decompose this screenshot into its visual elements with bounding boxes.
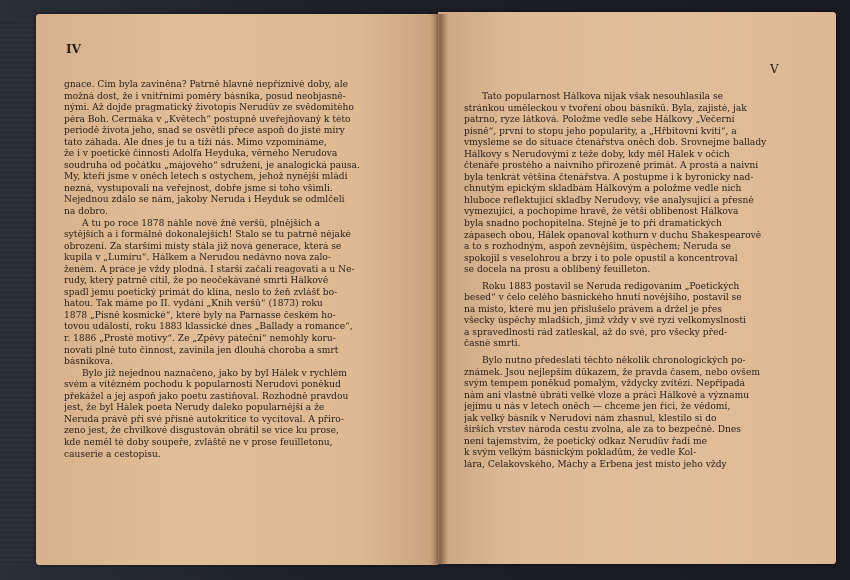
text-line: a to s rozhodným, aspoň zevnějším, úspěchem; Neruda se bbox=[464, 242, 731, 253]
text-line: k svým velkým básnickým pokladům, že vedle Kol- bbox=[464, 448, 697, 459]
text-line: nými. Až dojde pragmatický životopis Nerudův ze svědomitého bbox=[64, 103, 354, 114]
text-line: sytějších a i formálně dokonalejších! Stalo se tu patrně nějaké bbox=[64, 230, 351, 241]
text-line: svým tempem poněkud pomalým, vždycky zvítězí. Nepřipadá bbox=[464, 379, 746, 390]
right-page-text bbox=[464, 92, 819, 472]
text-line: na dobro. bbox=[64, 207, 108, 218]
text-line: se docela na prosu a oblíbený feuilleton. bbox=[464, 265, 651, 276]
text-line: čtenáře prostého a naivního přirozeně primát. A prostá a naivní bbox=[464, 161, 759, 172]
text-line: Hálkovy s Nerudovými z téže doby, kdy měl Hálek v očích bbox=[464, 149, 730, 160]
text-line: kde neměl té doby soupeře, zvláště ne v prose feuilletonu, bbox=[64, 437, 333, 448]
text-line: péra Boh. Čermáka v „Květech“ postupně uveřejňovaný k této bbox=[64, 114, 351, 125]
text-line: svém a vítězném pochodu k popularnosti Nerudovi poněkud bbox=[64, 380, 341, 391]
text-line: periodě života jeho, snad se osvětlí přece aspoň do jisté míry bbox=[64, 126, 345, 137]
text-line: novati plně tuto činnost, zavinila jen dlouhá choroba a smrt bbox=[64, 345, 339, 356]
book-spine-edge bbox=[0, 20, 36, 565]
text-line: Roku 1883 postavil se Neruda redigováním „Poetických bbox=[482, 281, 740, 292]
text-line: stránkou uměleckou v tvoření obou básníků. Byla, zajisté, jak bbox=[464, 103, 747, 114]
text-line: není tajemstvím, že poetický odkaz Nerudův řadí me bbox=[464, 436, 708, 447]
text-line: rudy, který patrně cítil, že po neočekávané smrti Hálkově bbox=[64, 276, 329, 287]
text-line: My, kteří jsme v oněch letech s ostychem, jehož nynější mládí bbox=[64, 172, 348, 183]
text-line: známek. Jsou nejlepším důkazem, že pravda časem, nebo ovšem bbox=[464, 367, 760, 378]
text-line: časné smrti. bbox=[464, 339, 521, 350]
text-line: hatou. Tak máme po II. vydání „Knih veršů“ (1873) roku bbox=[64, 299, 323, 310]
text-line: Neruda právě při své přísné autokritice to vycítoval. A přiro- bbox=[64, 414, 344, 425]
text-line: básníkova. bbox=[64, 357, 114, 368]
text-line: tovou událostí, roku 1883 klassické dnes „Ballady a romance“, bbox=[64, 322, 353, 333]
text-line: jest, že byl Hálek poeta Nerudy daleko popularnější a že bbox=[64, 403, 325, 414]
text-line: že i v poetické činnosti Adolfa Heyduka, věrného Nerudova bbox=[64, 149, 338, 160]
text-line: zeno jest, že chvilkové disgustován obrátil se více ku prose, bbox=[64, 426, 339, 437]
text-line: chnutým epickým skladbám Hálkovým a položme vedle nich bbox=[464, 184, 742, 195]
book-gutter bbox=[430, 14, 448, 565]
text-line: písně“, první to stopu jeho popularity, a „Hřbitovní kvítí“, a bbox=[464, 126, 737, 137]
text-line: spokojil s veselohrou a brzy i to pole opustil a koncentroval bbox=[464, 253, 738, 264]
text-line: Tato popularnost Hálkova nijak však nesouhlasila se bbox=[482, 92, 723, 102]
left-page-text bbox=[64, 80, 422, 461]
text-line: r. 1886 „Prosté motivy“. Že „Zpěvy páteční“ nemohly koru- bbox=[64, 334, 336, 345]
text-line: kupila v „Lumíru“. Hálkem a Nerudou nedávno nova zalo- bbox=[64, 253, 331, 264]
text-line: gnace. Čím byla zaviněna? Patrně hlavně nepříznivé doby, ale bbox=[64, 80, 348, 90]
text-line: jejímu u nás v letech oněch — chceme jen říci, že vědomí, bbox=[464, 402, 731, 413]
right-page-number: V bbox=[770, 62, 779, 76]
text-line: ženém. A práce je vždy plodná. I starší začali reagovati a u Ne- bbox=[64, 264, 355, 275]
text-line: Nejednou zdálo se nám, jakoby Neruda i Heyduk se odmlčeli bbox=[64, 195, 345, 206]
text-line: Bylo již nejednou naznačeno, jako by byl Hálek v rychlém bbox=[82, 368, 347, 379]
text-line: causerie a cestopisu. bbox=[64, 449, 161, 460]
text-line: vmysleme se do situace čtenářstva oněch dob. Srovnejme ballady bbox=[464, 138, 767, 149]
text-line: hluboce reflektující skladby Nerudovy, vše analysující a přesně bbox=[464, 195, 754, 206]
text-line: byla snadno pochopitelna. Stejně je to při dramatických bbox=[464, 219, 722, 230]
text-line: Bylo nutno předeslati těchto několik chronologických po- bbox=[482, 356, 746, 367]
text-line: možná dost, že i vnitřními poměry básníka, posud neobjasně- bbox=[64, 91, 346, 102]
text-line: spadl jemu poetický primát do klína, neslo to žeň zvlášť bo- bbox=[64, 287, 338, 298]
text-line: na místo, které mu jen příslušelo právem a držel je přes bbox=[464, 304, 722, 315]
text-line: překážel a jej aspoň jako poetu zastiňoval. Rozhodně pravdou bbox=[64, 391, 349, 402]
text-line: besed“ v čelo celého básnického hnutí novějšího, postavil se bbox=[464, 293, 742, 304]
text-line: soudruha od počátku „májového“ sdružení, je analogická pausa. bbox=[64, 160, 360, 171]
text-line: širších vrstev národa cestu zvolna, ale za to bezpečně. Dnes bbox=[464, 425, 741, 436]
text-line: obrození. Za staršími místy stála již nová generace, která se bbox=[64, 241, 342, 252]
text-line: 1878 „Písně kosmické“, které byly na Parnasse českém ho- bbox=[64, 310, 336, 321]
text-line: tato záhada. Ale dnes je tu a tíží nás. Mimo vzpomínáme, bbox=[64, 137, 327, 148]
left-page-number: IV bbox=[66, 42, 81, 56]
text-line: a spravedlnosti rád zatleskal, až do své, pro všecky před- bbox=[464, 327, 728, 338]
text-line: všecky úspěchy mladších, jimž vždy v své ryzí velkomyslnosti bbox=[464, 316, 746, 327]
text-line: patrno, ryze látková. Položme vedle sebe Hálkovy „Večerní bbox=[464, 115, 735, 126]
text-line: nám ani vlastně úbráti velké vloze a práci Hálkově a významu bbox=[464, 390, 750, 401]
text-line: byla tenkrát většina čtenářstva. A postupme i k byronicky nad- bbox=[464, 172, 754, 183]
text-line: A tu po roce 1878 náhle nové žně veršů, plnějších a bbox=[82, 218, 321, 229]
text-line: vymezující, a pochopíme hravě, že větší oblibenost Hálkova bbox=[464, 207, 739, 218]
text-line: nezná, vystupovali na veřejnost, dobře jsme si toho všimli. bbox=[64, 183, 333, 194]
text-line: zápasech obou, Hálek opanoval kothurn v duchu Shakespearově bbox=[464, 230, 762, 241]
text-line: lára, Čelakovského, Máchy a Erbena jest místo jeho vždy bbox=[464, 459, 727, 470]
text-line: jak velký básník v Nerudovi nám zhasnul, klestilo si do bbox=[464, 413, 717, 424]
